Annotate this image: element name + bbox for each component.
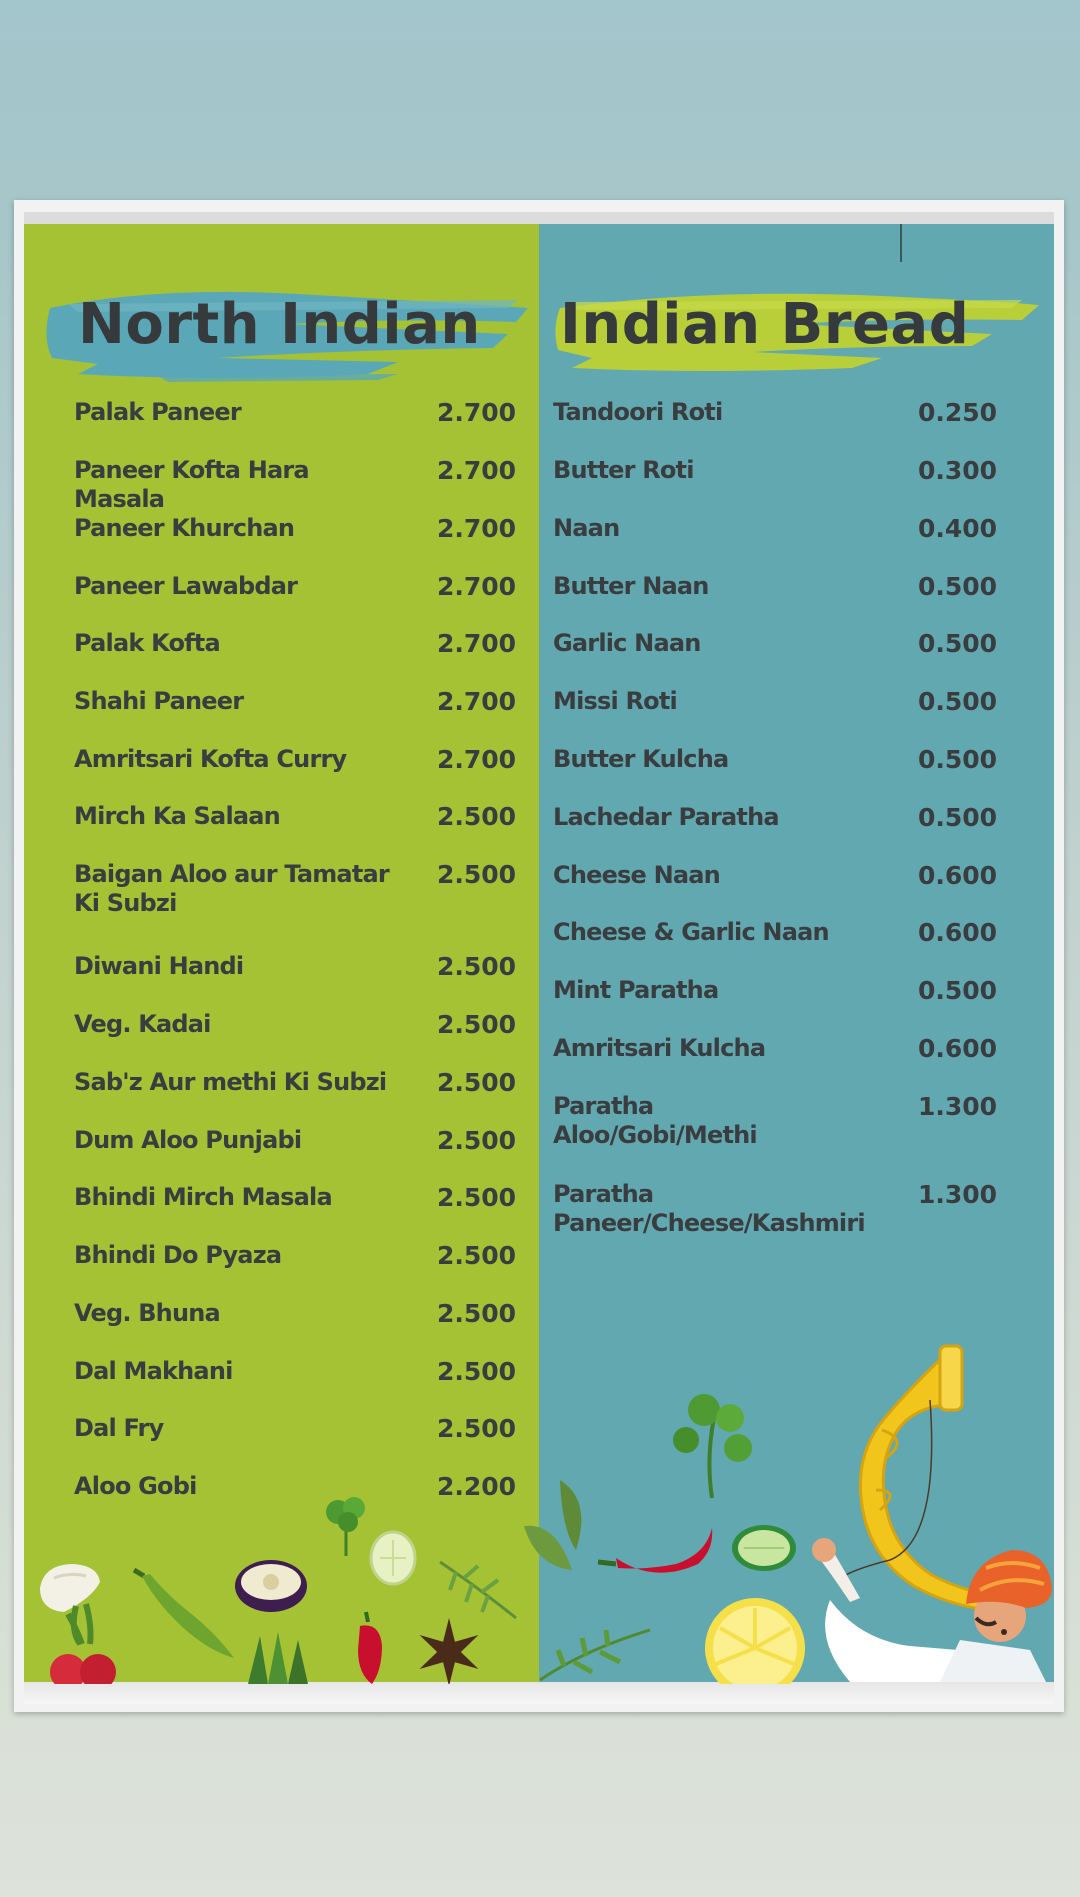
menu-item-price: 0.600 bbox=[918, 918, 998, 947]
menu-item-price: 2.700 bbox=[437, 398, 517, 427]
menu-item-name: Amritsari Kulcha bbox=[553, 1034, 766, 1062]
menu-item-name: Butter Naan bbox=[553, 572, 709, 600]
okra-icon bbox=[238, 1628, 314, 1684]
menu-item-price: 0.500 bbox=[918, 687, 998, 716]
menu-item-name: Veg. Bhuna bbox=[74, 1299, 220, 1327]
menu-item-name: Palak Kofta bbox=[74, 629, 220, 657]
cucumber-icon bbox=[368, 1530, 418, 1586]
trumpeter-illustration bbox=[790, 1340, 1054, 1682]
menu-item-price: 0.250 bbox=[918, 398, 998, 427]
menu-item-name: Paratha Aloo/Gobi/Methi bbox=[553, 1092, 757, 1149]
herb-sprig-icon bbox=[436, 1556, 520, 1622]
radish-icon bbox=[40, 1600, 130, 1684]
frame-bottom-border bbox=[24, 1682, 1054, 1704]
red-chili-icon bbox=[350, 1610, 390, 1686]
frame-top-border bbox=[24, 212, 1054, 224]
divider-tick bbox=[900, 224, 902, 262]
menu-item-name: Paneer Khurchan bbox=[74, 514, 295, 542]
menu-item-price: 2.700 bbox=[437, 456, 517, 485]
menu-item-price: 2.500 bbox=[437, 1357, 517, 1386]
herb-sprig-icon bbox=[534, 1610, 654, 1682]
menu-item-name: Mirch Ka Salaan bbox=[74, 802, 280, 830]
menu-item-name: Dal Makhani bbox=[74, 1357, 233, 1385]
menu-item-name: Bhindi Mirch Masala bbox=[74, 1183, 332, 1211]
menu-item-name: Bhindi Do Pyaza bbox=[74, 1241, 282, 1269]
eggplant-icon bbox=[232, 1556, 310, 1616]
menu-item-name: Garlic Naan bbox=[553, 629, 701, 657]
menu-item-name: Cheese Naan bbox=[553, 861, 720, 889]
menu-item-price: 0.500 bbox=[918, 745, 998, 774]
north-indian-title: North Indian bbox=[78, 292, 481, 357]
cucumber-icon bbox=[730, 1522, 798, 1574]
menu-item-name: Aloo Gobi bbox=[74, 1472, 197, 1500]
menu-item-price: 2.500 bbox=[437, 802, 517, 831]
menu-item-price: 0.400 bbox=[918, 514, 998, 543]
menu-item-price: 2.500 bbox=[437, 1241, 517, 1270]
menu-item-name: Butter Kulcha bbox=[553, 745, 729, 773]
green-chili-icon bbox=[128, 1566, 238, 1662]
indian-bread-title: Indian Bread bbox=[560, 292, 970, 357]
menu-item-name: Amritsari Kofta Curry bbox=[74, 745, 347, 773]
menu-item-price: 2.500 bbox=[437, 1068, 517, 1097]
menu-item-name: Palak Paneer bbox=[74, 398, 241, 426]
menu-item-name: Paneer Kofta Hara Masala bbox=[74, 456, 309, 513]
menu-item-price: 2.700 bbox=[437, 572, 517, 601]
menu-item-price: 0.600 bbox=[918, 1034, 998, 1063]
menu-item-price: 2.700 bbox=[437, 514, 517, 543]
menu-item-name: Tandoori Roti bbox=[553, 398, 723, 426]
menu-item-name: Naan bbox=[553, 514, 620, 542]
menu-item-name: Cheese & Garlic Naan bbox=[553, 918, 829, 946]
menu-item-price: 0.300 bbox=[918, 456, 998, 485]
menu-item-price: 0.600 bbox=[918, 861, 998, 890]
menu-item-price: 2.500 bbox=[437, 952, 517, 981]
bay-leaf-icon bbox=[516, 1470, 596, 1586]
red-chili-icon bbox=[594, 1524, 720, 1594]
coriander-icon bbox=[318, 1492, 374, 1556]
menu-item-price: 0.500 bbox=[918, 976, 998, 1005]
menu-item-name: Mint Paratha bbox=[553, 976, 719, 1004]
menu-item-name: Baigan Aloo aur Tamatar Ki Subzi bbox=[74, 860, 389, 917]
menu-item-name: Dum Aloo Punjabi bbox=[74, 1126, 302, 1154]
menu-item-price: 0.500 bbox=[918, 572, 998, 601]
menu-item-name: Veg. Kadai bbox=[74, 1010, 211, 1038]
coriander-icon bbox=[656, 1388, 768, 1498]
menu-item-name: Dal Fry bbox=[74, 1414, 164, 1442]
menu-item-price: 2.500 bbox=[437, 1126, 517, 1155]
menu-item-price: 2.500 bbox=[437, 860, 517, 889]
menu-item-price: 1.300 bbox=[918, 1092, 998, 1121]
menu-item-name: Sab'z Aur methi Ki Subzi bbox=[74, 1068, 387, 1096]
menu-item-price: 2.500 bbox=[437, 1183, 517, 1212]
menu-item-name: Butter Roti bbox=[553, 456, 694, 484]
menu-item-name: Missi Roti bbox=[553, 687, 677, 715]
menu-item-price: 0.500 bbox=[918, 629, 998, 658]
menu-item-name: Paneer Lawabdar bbox=[74, 572, 298, 600]
menu-item-price: 2.500 bbox=[437, 1414, 517, 1443]
menu-item-name: Lachedar Paratha bbox=[553, 803, 779, 831]
menu-item-price: 2.700 bbox=[437, 629, 517, 658]
menu-item-price: 2.500 bbox=[437, 1010, 517, 1039]
menu-item-price: 1.300 bbox=[918, 1180, 998, 1209]
menu-item-name: Paratha Paneer/Cheese/Kashmiri bbox=[553, 1180, 865, 1237]
menu-item-price: 2.200 bbox=[437, 1472, 517, 1501]
menu-item-price: 0.500 bbox=[918, 803, 998, 832]
menu-item-name: Shahi Paneer bbox=[74, 687, 244, 715]
menu-item-price: 2.500 bbox=[437, 1299, 517, 1328]
menu-item-price: 2.700 bbox=[437, 687, 517, 716]
menu-item-price: 2.700 bbox=[437, 745, 517, 774]
star-anise-icon bbox=[406, 1614, 492, 1684]
menu-item-name: Diwani Handi bbox=[74, 952, 244, 980]
